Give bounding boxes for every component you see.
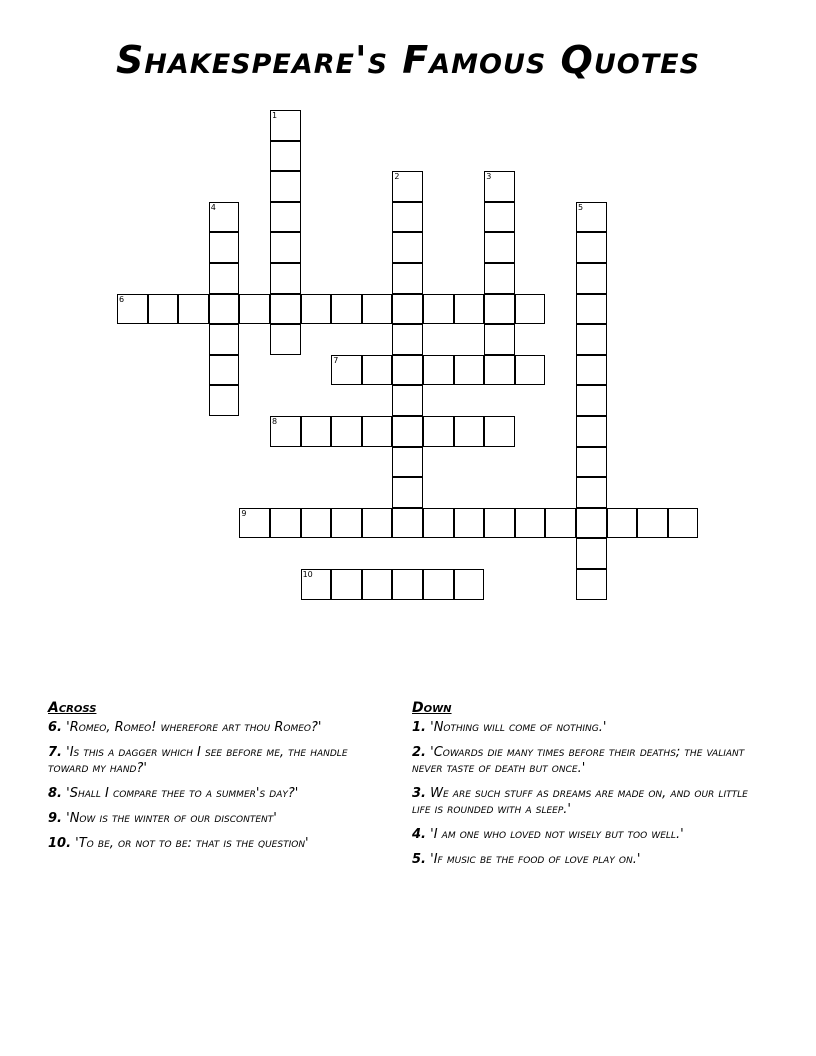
grid-cell[interactable]	[270, 141, 301, 172]
grid-cell[interactable]	[270, 202, 301, 233]
grid-cell[interactable]	[270, 416, 301, 447]
grid-cell[interactable]	[545, 508, 576, 539]
grid-cell[interactable]	[209, 355, 240, 386]
grid-cell[interactable]	[392, 416, 423, 447]
grid-cell[interactable]	[270, 110, 301, 141]
cell-number: 1	[272, 111, 278, 120]
cell-number: 9	[241, 508, 247, 518]
cell-number: 4	[210, 202, 216, 212]
grid-cell[interactable]	[668, 508, 699, 539]
grid-cell[interactable]	[392, 508, 423, 539]
grid-cell[interactable]	[484, 171, 515, 202]
grid-cell[interactable]	[576, 538, 607, 569]
grid-cell[interactable]	[484, 324, 515, 355]
clue-number: 1.	[412, 720, 426, 735]
clue-number: 10.	[48, 836, 72, 851]
grid-cell[interactable]	[576, 508, 607, 539]
clue-down-1	[412, 720, 757, 736]
clue-down-5	[412, 852, 757, 868]
grid-cell[interactable]	[576, 202, 607, 233]
grid-cell[interactable]	[576, 569, 607, 600]
grid-cell[interactable]	[454, 569, 485, 600]
grid-cell[interactable]	[239, 294, 270, 325]
grid-cell[interactable]	[209, 232, 240, 263]
clue-text: 'To be, or not to be: that is the question'	[75, 836, 309, 851]
across-heading: Across	[48, 700, 97, 716]
grid-cell[interactable]	[576, 447, 607, 478]
grid-cell[interactable]	[392, 263, 423, 294]
grid-cell[interactable]	[209, 263, 240, 294]
clue-number: 4.	[412, 827, 426, 842]
clue-text: 'Shall I compare thee to a summer's day?'	[66, 786, 299, 801]
grid-cell[interactable]	[515, 508, 546, 539]
grid-cell[interactable]	[576, 324, 607, 355]
grid-cell[interactable]	[362, 294, 393, 325]
grid-cell[interactable]	[484, 416, 515, 447]
grid-cell[interactable]	[362, 416, 393, 447]
grid-cell[interactable]	[576, 355, 607, 386]
grid-cell[interactable]	[576, 477, 607, 508]
grid-cell[interactable]	[362, 508, 393, 539]
grid-cell[interactable]	[331, 294, 362, 325]
clue-across-9	[48, 811, 388, 827]
clue-down-2	[412, 745, 757, 777]
grid-cell[interactable]	[331, 569, 362, 600]
grid-cell[interactable]	[392, 171, 423, 202]
grid-cell[interactable]	[454, 294, 485, 325]
grid-cell[interactable]	[209, 324, 240, 355]
grid-cell[interactable]	[209, 294, 240, 325]
grid-cell[interactable]	[454, 508, 485, 539]
clue-down-4	[412, 827, 757, 843]
grid-cell[interactable]	[392, 385, 423, 416]
clue-text: 'I am one who loved not wisely but too well.'	[430, 827, 684, 842]
grid-cell[interactable]	[392, 447, 423, 478]
grid-cell[interactable]	[301, 569, 332, 600]
grid-cell[interactable]	[209, 202, 240, 233]
clue-number: 7.	[48, 745, 62, 760]
clue-across-7	[48, 745, 388, 777]
grid-cell[interactable]	[576, 385, 607, 416]
grid-cell[interactable]	[178, 294, 209, 325]
grid-cell[interactable]	[392, 355, 423, 386]
clue-across-8	[48, 786, 388, 802]
grid-cell[interactable]	[270, 232, 301, 263]
grid-cell[interactable]	[301, 416, 332, 447]
grid-cell[interactable]	[484, 263, 515, 294]
grid-cell[interactable]	[576, 416, 607, 447]
grid-cell[interactable]	[637, 508, 668, 539]
grid-cell[interactable]	[576, 232, 607, 263]
grid-cell[interactable]	[331, 508, 362, 539]
grid-cell[interactable]	[423, 569, 454, 600]
grid-cell[interactable]	[392, 477, 423, 508]
cell-number: 3	[486, 172, 492, 182]
grid-cell[interactable]	[301, 508, 332, 539]
grid-cell[interactable]	[270, 508, 301, 539]
grid-cell[interactable]	[454, 416, 485, 447]
clue-text: 'Is this a dagger which I see before me, the handle toward my hand?'	[48, 745, 348, 776]
grid-cell[interactable]	[392, 232, 423, 263]
grid-cell[interactable]	[423, 508, 454, 539]
grid-cell[interactable]	[484, 232, 515, 263]
grid-cell[interactable]	[515, 294, 546, 325]
grid-cell[interactable]	[270, 171, 301, 202]
clue-number: 8.	[48, 786, 62, 801]
grid-cell[interactable]	[362, 569, 393, 600]
clue-number: 5.	[412, 852, 426, 867]
grid-cell[interactable]	[392, 294, 423, 325]
clue-number: 9.	[48, 811, 62, 826]
clue-across-6	[48, 720, 388, 736]
grid-cell[interactable]	[484, 355, 515, 386]
grid-cell[interactable]	[423, 416, 454, 447]
clue-number: 3.	[412, 786, 426, 801]
grid-cell[interactable]	[484, 508, 515, 539]
grid-cell[interactable]	[270, 294, 301, 325]
grid-cell[interactable]	[576, 263, 607, 294]
clue-text: 'If music be the food of love play on.'	[430, 852, 641, 867]
clue-across-10	[48, 836, 388, 852]
cell-number: 5	[578, 202, 584, 212]
grid-cell[interactable]	[423, 355, 454, 386]
clue-text: 'Nothing will come of nothing.'	[430, 720, 607, 735]
grid-cell[interactable]	[270, 263, 301, 294]
grid-cell[interactable]	[148, 294, 179, 325]
clue-text: 'Romeo, Romeo! wherefore art thou Romeo?'	[66, 720, 322, 735]
grid-cell[interactable]	[392, 569, 423, 600]
grid-cell[interactable]	[423, 294, 454, 325]
grid-cell[interactable]	[270, 324, 301, 355]
grid-cell[interactable]	[209, 385, 240, 416]
across-clues	[48, 700, 388, 861]
grid-cell[interactable]	[117, 294, 148, 325]
down-heading: Down	[412, 700, 452, 716]
cell-number: 10	[302, 570, 313, 579]
grid-cell[interactable]	[331, 355, 362, 386]
grid-cell[interactable]	[515, 355, 546, 386]
grid-cell[interactable]	[331, 416, 362, 447]
grid-cell[interactable]	[392, 324, 423, 355]
grid-cell[interactable]	[576, 294, 607, 325]
grid-cell[interactable]	[301, 294, 332, 325]
clue-number: 6.	[48, 720, 62, 735]
cell-number: 2	[394, 172, 400, 182]
grid-cell[interactable]	[454, 355, 485, 386]
cell-number: 7	[333, 355, 339, 365]
clue-text: 'Now is the winter of our discontent'	[66, 811, 277, 826]
grid-cell[interactable]	[484, 202, 515, 233]
clue-text: 'Cowards die many times before their deaths; the valiant never taste of death but once.'	[412, 745, 745, 776]
down-clues	[412, 700, 757, 877]
grid-cell[interactable]	[484, 294, 515, 325]
grid-cell[interactable]	[392, 202, 423, 233]
cell-number: 8	[272, 417, 278, 426]
grid-cell[interactable]	[362, 355, 393, 386]
clue-text: We are such stuff as dreams are made on, and our little life is rounded with a sleep.'	[412, 786, 748, 817]
clue-down-3	[412, 786, 757, 818]
page-title: Shakespeare's Famous Quotes	[115, 38, 701, 82]
grid-cell[interactable]	[239, 508, 270, 539]
clue-number: 2.	[412, 745, 426, 760]
grid-cell[interactable]	[607, 508, 638, 539]
cell-number: 6	[119, 294, 125, 304]
